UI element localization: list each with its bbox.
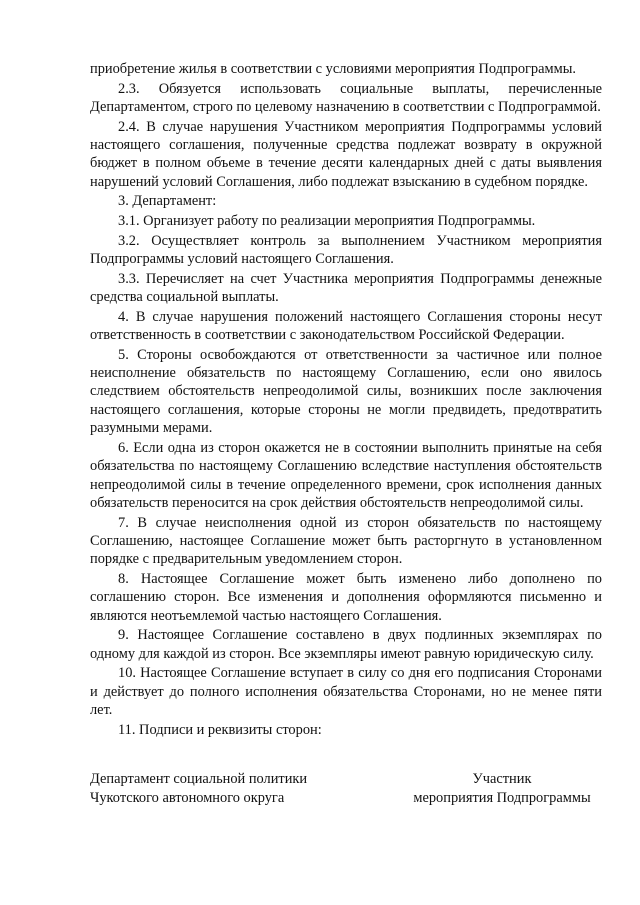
signature-department-line-2: Чукотского автономного округа bbox=[90, 790, 285, 806]
signature-participant bbox=[402, 770, 602, 808]
paragraph-2-3: 2.3. Обязуется использовать социальные выплаты, перечисленные Департаментом, строго по целевому назначению в соответствии с Подпрограммой. bbox=[90, 80, 602, 115]
paragraph-6: 6. Если одна из сторон окажется не в состоянии выполнить принятые на себя обязательства по настоящему Соглашению вследствие наступления обстоятельств непреодолимой силы в течение определенного времени, срок исполнения данных обязательств переносится на срок действия обстоятельств непреодолимой силы. bbox=[90, 439, 602, 512]
paragraph-3-2: 3.2. Осуществляет контроль за выполнением Участником мероприятия Подпрограммы условий настоящего Соглашения. bbox=[90, 232, 602, 267]
signature-department-line-1: Департамент социальной политики bbox=[90, 771, 308, 787]
paragraph-3-3: 3.3. Перечисляет на счет Участника мероприятия Подпрограммы денежные средства социальной выплаты. bbox=[90, 270, 602, 305]
signature-participant-line-1: Участник bbox=[472, 771, 532, 787]
signature-department bbox=[90, 770, 350, 808]
paragraph-10: 10. Настоящее Соглашение вступает в силу со дня его подписания Сторонами и действует до полного исполнения обязательства Сторонами, но не менее пяти лет. bbox=[90, 665, 602, 719]
paragraph-continuation: приобретение жилья в соответствии с условиями мероприятия Подпрограммы. bbox=[90, 61, 576, 77]
paragraph-3-1: 3.1. Организует работу по реализации мероприятия Подпрограммы. bbox=[118, 213, 536, 229]
paragraph-3: 3. Департамент: bbox=[118, 193, 217, 210]
paragraph-4: 4. В случае нарушения положений настоящего Соглашения стороны несут ответственность в соответствии с законодательством Российской Федерации. bbox=[90, 308, 602, 343]
paragraph-9: 9. Настоящее Соглашение составлено в двух подлинных экземплярах по одному для каждой из сторон. Все экземпляры имеют равную юридическую силу. bbox=[90, 627, 602, 662]
signature-participant-line-2: мероприятия Подпрограммы bbox=[413, 790, 591, 806]
paragraph-7: 7. В случае неисполнения одной из сторон обязательств по настоящему Соглашению, настоящее Соглашение может быть расторгнуто в установленном порядке с предварительным уведомлением сторон. bbox=[90, 514, 602, 568]
paragraph-11: 11. Подписи и реквизиты сторон: bbox=[118, 721, 322, 738]
document-body bbox=[90, 60, 602, 740]
paragraph-2-4: 2.4. В случае нарушения Участником мероприятия Подпрограммы условий настоящего соглашения, полученные средства подлежат возврату в окружной бюджет в полном объеме в течение десяти календарных дней с даты выявления нарушений условий Соглашения, либо подлежат взысканию в судебном порядке. bbox=[90, 118, 602, 190]
paragraph-8: 8. Настоящее Соглашение может быть изменено либо дополнено по соглашению сторон. Все изменения и дополнения оформляются письменно и являются неотъемлемой частью настоящего Соглашения. bbox=[90, 571, 602, 624]
paragraph-5: 5. Стороны освобождаются от ответственности за частичное или полное неисполнение обязательств по настоящему Соглашению, если оно явилось следствием обстоятельств непреодолимой силы, возникших после заключения настоящего соглашения, которые стороны не могли предвидеть, предотвратить разумными мерами. bbox=[90, 346, 602, 437]
